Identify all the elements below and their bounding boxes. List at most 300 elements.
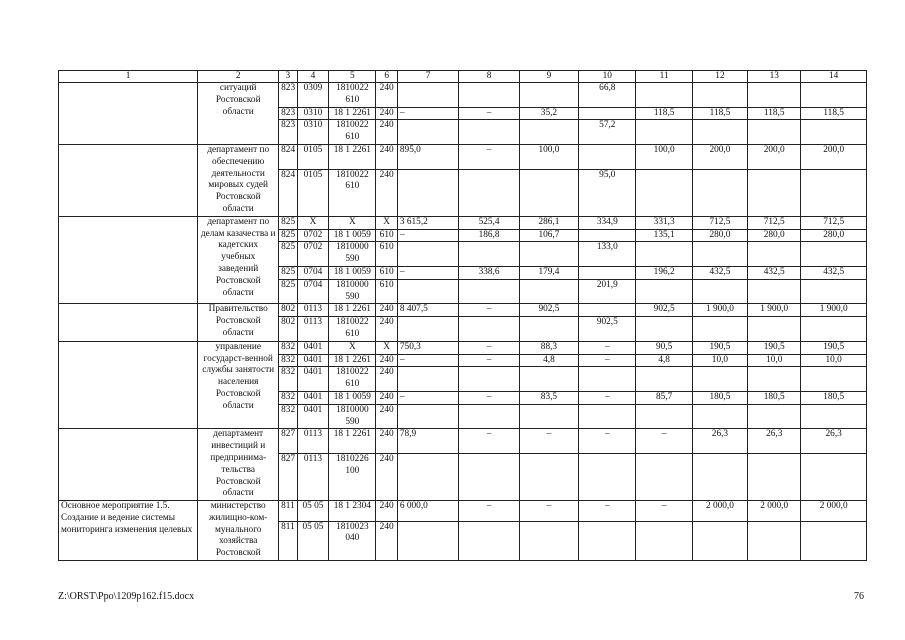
code-cell: 832 bbox=[279, 404, 297, 429]
value-cell bbox=[801, 169, 867, 216]
code-cell: 240 bbox=[376, 304, 398, 317]
value-cell: 135,1 bbox=[636, 229, 692, 242]
value-cell: 280,0 bbox=[692, 229, 747, 242]
target-article-code: 18 1 2261 bbox=[333, 144, 371, 155]
code-cell: 0113 bbox=[297, 429, 329, 454]
value-cell: 179,4 bbox=[519, 266, 578, 279]
value-cell bbox=[519, 521, 578, 560]
value-cell: 26,3 bbox=[801, 429, 867, 454]
column-header: 3 bbox=[279, 71, 297, 83]
value-cell: 200,0 bbox=[692, 144, 747, 169]
value-cell bbox=[636, 453, 692, 500]
value-cell bbox=[692, 453, 747, 500]
target-article-code: 1810022 610 bbox=[336, 83, 369, 105]
code-cell: 825 bbox=[279, 229, 297, 242]
value-cell bbox=[397, 169, 458, 216]
value-cell bbox=[519, 404, 578, 429]
executor-cell: министерство жилищно-ком-мунального хозяйства Ростовской bbox=[198, 501, 279, 561]
value-cell: 712,5 bbox=[692, 216, 747, 229]
value-cell: 200,0 bbox=[748, 144, 801, 169]
value-cell bbox=[692, 367, 747, 392]
value-cell: 35,2 bbox=[519, 107, 578, 120]
value-cell bbox=[579, 266, 636, 279]
code-cell: 832 bbox=[279, 391, 297, 404]
value-cell: 280,0 bbox=[801, 229, 867, 242]
code-cell: 240 bbox=[376, 144, 398, 169]
value-cell: – bbox=[397, 266, 458, 279]
value-cell bbox=[636, 83, 692, 108]
value-cell: 280,0 bbox=[748, 229, 801, 242]
executor-cell: Правительство Ростовской области bbox=[198, 304, 279, 341]
executor-cell: департамент по делам казачества и кадетских учебных заведений Ростовской области bbox=[198, 216, 279, 304]
value-cell bbox=[397, 317, 458, 342]
value-cell: 180,5 bbox=[748, 391, 801, 404]
value-cell: 750,3 bbox=[397, 341, 458, 354]
value-cell: 95,0 bbox=[579, 169, 636, 216]
value-cell: 286,1 bbox=[519, 216, 578, 229]
value-cell: – bbox=[459, 304, 519, 317]
column-header: 4 bbox=[297, 71, 329, 83]
code-cell: 240 bbox=[376, 354, 398, 367]
budget-table bbox=[58, 70, 867, 561]
code-cell bbox=[329, 266, 376, 279]
value-cell bbox=[579, 304, 636, 317]
target-article-code: 1810023 040 bbox=[336, 521, 369, 544]
value-cell: 6 000,0 bbox=[397, 501, 458, 522]
column-header: 5 bbox=[329, 71, 376, 83]
table-row bbox=[59, 144, 867, 169]
value-cell bbox=[748, 317, 801, 342]
value-cell: 180,5 bbox=[692, 391, 747, 404]
value-cell bbox=[748, 367, 801, 392]
code-cell bbox=[329, 304, 376, 317]
value-cell bbox=[397, 367, 458, 392]
value-cell bbox=[692, 242, 747, 267]
code-cell: 240 bbox=[376, 429, 398, 454]
value-cell: 1 900,0 bbox=[692, 304, 747, 317]
target-article-code: 18 1 0059 bbox=[333, 229, 371, 240]
header-row bbox=[59, 71, 867, 83]
value-cell bbox=[636, 120, 692, 145]
code-cell: 240 bbox=[376, 404, 398, 429]
value-cell: – bbox=[459, 429, 519, 454]
value-cell: 106,7 bbox=[519, 229, 578, 242]
value-cell: – bbox=[636, 429, 692, 454]
value-cell: 26,3 bbox=[748, 429, 801, 454]
value-cell bbox=[579, 404, 636, 429]
value-cell bbox=[579, 521, 636, 560]
value-cell bbox=[748, 83, 801, 108]
value-cell: 133,0 bbox=[579, 242, 636, 267]
target-article-code: 1810022 610 bbox=[336, 317, 369, 339]
code-cell: 0401 bbox=[297, 404, 329, 429]
value-cell: – bbox=[519, 501, 578, 522]
target-article-code: 1810022 610 bbox=[336, 367, 369, 390]
value-cell: 180,5 bbox=[801, 391, 867, 404]
code-cell: 0105 bbox=[297, 169, 329, 216]
value-cell bbox=[636, 279, 692, 304]
value-cell: 902,5 bbox=[579, 317, 636, 342]
code-cell: 240 bbox=[376, 501, 398, 522]
value-cell bbox=[636, 404, 692, 429]
value-cell: 895,0 bbox=[397, 144, 458, 169]
value-cell: 10,0 bbox=[801, 354, 867, 367]
column-header: 6 bbox=[376, 71, 398, 83]
target-article-code: Х bbox=[349, 216, 356, 227]
value-cell: 432,5 bbox=[748, 266, 801, 279]
table-row bbox=[59, 341, 867, 354]
value-cell bbox=[519, 453, 578, 500]
code-cell bbox=[329, 144, 376, 169]
column-header: 1 bbox=[59, 71, 198, 83]
value-cell: – bbox=[636, 501, 692, 522]
value-cell: – bbox=[459, 501, 519, 522]
code-cell: 240 bbox=[376, 107, 398, 120]
code-cell: 240 bbox=[376, 521, 398, 560]
value-cell bbox=[579, 229, 636, 242]
value-cell bbox=[459, 242, 519, 267]
value-cell bbox=[801, 521, 867, 560]
table-body bbox=[59, 71, 867, 561]
code-cell: 0310 bbox=[297, 107, 329, 120]
value-cell: 85,7 bbox=[636, 391, 692, 404]
value-cell bbox=[579, 144, 636, 169]
code-cell: 827 bbox=[279, 453, 297, 500]
value-cell: 190,5 bbox=[801, 341, 867, 354]
value-cell bbox=[459, 404, 519, 429]
value-cell: 8 407,5 bbox=[397, 304, 458, 317]
value-cell: 1 900,0 bbox=[801, 304, 867, 317]
table-row bbox=[59, 304, 867, 317]
measure-cell bbox=[59, 341, 198, 429]
code-cell: 811 bbox=[279, 521, 297, 560]
value-cell bbox=[579, 367, 636, 392]
table-row bbox=[59, 501, 867, 522]
value-cell: 2 000,0 bbox=[692, 501, 747, 522]
value-cell bbox=[748, 279, 801, 304]
column-header: 11 bbox=[636, 71, 692, 83]
target-article-code: 1810000 590 bbox=[336, 242, 369, 265]
value-cell: 57,2 bbox=[579, 120, 636, 145]
value-cell bbox=[748, 120, 801, 145]
code-cell: 824 bbox=[279, 169, 297, 216]
value-cell: – bbox=[397, 354, 458, 367]
code-cell: 0702 bbox=[297, 229, 329, 242]
value-cell bbox=[397, 521, 458, 560]
value-cell: 100,0 bbox=[519, 144, 578, 169]
value-cell: 338,6 bbox=[459, 266, 519, 279]
table-row bbox=[59, 429, 867, 454]
value-cell: 201,9 bbox=[579, 279, 636, 304]
value-cell: 190,5 bbox=[748, 341, 801, 354]
value-cell: – bbox=[459, 354, 519, 367]
target-article-code: 1810000 590 bbox=[336, 404, 369, 427]
value-cell bbox=[397, 242, 458, 267]
code-cell bbox=[329, 429, 376, 454]
code-cell bbox=[329, 279, 376, 304]
column-header: 7 bbox=[397, 71, 458, 83]
value-cell bbox=[636, 242, 692, 267]
value-cell: 902,5 bbox=[519, 304, 578, 317]
value-cell: – bbox=[519, 429, 578, 454]
target-article-code: 1810000 590 bbox=[336, 279, 369, 302]
value-cell bbox=[692, 404, 747, 429]
value-cell bbox=[459, 120, 519, 145]
code-cell: 610 bbox=[376, 279, 398, 304]
value-cell bbox=[519, 120, 578, 145]
value-cell bbox=[459, 521, 519, 560]
value-cell: 118,5 bbox=[801, 107, 867, 120]
value-cell: – bbox=[579, 429, 636, 454]
column-header: 13 bbox=[748, 71, 801, 83]
code-cell: 825 bbox=[279, 216, 297, 229]
value-cell: – bbox=[397, 229, 458, 242]
code-cell: 802 bbox=[279, 304, 297, 317]
column-header: 2 bbox=[198, 71, 279, 83]
value-cell bbox=[748, 404, 801, 429]
value-cell: 83,5 bbox=[519, 391, 578, 404]
value-cell: 118,5 bbox=[636, 107, 692, 120]
value-cell bbox=[636, 367, 692, 392]
code-cell: 0704 bbox=[297, 279, 329, 304]
code-cell: 825 bbox=[279, 279, 297, 304]
code-cell bbox=[329, 367, 376, 392]
value-cell bbox=[748, 521, 801, 560]
target-article-code: 18 1 2261 bbox=[333, 107, 371, 118]
value-cell bbox=[579, 453, 636, 500]
code-cell bbox=[329, 391, 376, 404]
code-cell: 832 bbox=[279, 341, 297, 354]
value-cell: 118,5 bbox=[748, 107, 801, 120]
code-cell bbox=[329, 169, 376, 216]
code-cell: 832 bbox=[279, 354, 297, 367]
value-cell bbox=[397, 83, 458, 108]
target-article-code: 18 1 2304 bbox=[333, 501, 371, 512]
value-cell bbox=[397, 404, 458, 429]
code-cell: 610 bbox=[376, 242, 398, 267]
target-article-code: 18 1 2261 bbox=[333, 429, 371, 440]
code-cell: 825 bbox=[279, 266, 297, 279]
table-row bbox=[59, 83, 867, 108]
code-cell: 240 bbox=[376, 83, 398, 108]
code-cell bbox=[329, 453, 376, 500]
code-cell: 825 bbox=[279, 242, 297, 267]
code-cell: 0113 bbox=[297, 304, 329, 317]
target-article-code: 18 1 0059 bbox=[333, 391, 371, 402]
page-number: 76 bbox=[854, 591, 864, 602]
value-cell: 200,0 bbox=[801, 144, 867, 169]
value-cell bbox=[692, 317, 747, 342]
value-cell bbox=[459, 169, 519, 216]
code-cell bbox=[329, 317, 376, 342]
value-cell bbox=[579, 107, 636, 120]
value-cell: 4,8 bbox=[636, 354, 692, 367]
code-cell: 824 bbox=[279, 144, 297, 169]
target-article-code: 18 1 2261 bbox=[333, 354, 371, 365]
value-cell bbox=[636, 317, 692, 342]
value-cell bbox=[692, 83, 747, 108]
target-article-code: 1810226 100 bbox=[336, 453, 369, 476]
code-cell bbox=[329, 229, 376, 242]
value-cell bbox=[748, 242, 801, 267]
value-cell: 90,5 bbox=[636, 341, 692, 354]
code-cell: 823 bbox=[279, 120, 297, 145]
code-cell bbox=[329, 501, 376, 522]
code-cell: 0401 bbox=[297, 391, 329, 404]
value-cell bbox=[801, 279, 867, 304]
value-cell: – bbox=[579, 341, 636, 354]
value-cell: 525,4 bbox=[459, 216, 519, 229]
code-cell: 832 bbox=[279, 367, 297, 392]
measure-cell: Основное мероприятие 1.5. Создание и ведение системы мониторинга изменения целевых bbox=[59, 501, 198, 561]
code-cell: 240 bbox=[376, 367, 398, 392]
value-cell bbox=[801, 404, 867, 429]
value-cell bbox=[459, 453, 519, 500]
value-cell: 432,5 bbox=[801, 266, 867, 279]
measure-cell bbox=[59, 429, 198, 501]
code-cell: 0702 bbox=[297, 242, 329, 267]
executor-cell: департамент по обеспечению деятельности мировых судей Ростовской области bbox=[198, 144, 279, 216]
code-cell: 240 bbox=[376, 317, 398, 342]
code-cell: 802 bbox=[279, 317, 297, 342]
code-cell: 0401 bbox=[297, 354, 329, 367]
code-cell: 0113 bbox=[297, 317, 329, 342]
column-header: 14 bbox=[801, 71, 867, 83]
code-cell: Х bbox=[297, 216, 329, 229]
code-cell: 240 bbox=[376, 391, 398, 404]
target-article-code: 1810022 610 bbox=[336, 169, 369, 192]
value-cell bbox=[397, 120, 458, 145]
value-cell bbox=[748, 453, 801, 500]
code-cell bbox=[329, 83, 376, 108]
code-cell bbox=[329, 341, 376, 354]
value-cell: 26,3 bbox=[692, 429, 747, 454]
value-cell bbox=[692, 120, 747, 145]
code-cell bbox=[329, 354, 376, 367]
value-cell: 712,5 bbox=[748, 216, 801, 229]
value-cell bbox=[801, 120, 867, 145]
value-cell bbox=[459, 367, 519, 392]
value-cell bbox=[692, 169, 747, 216]
value-cell: – bbox=[459, 107, 519, 120]
value-cell: – bbox=[579, 501, 636, 522]
column-header: 10 bbox=[579, 71, 636, 83]
executor-cell: управление государст-венной службы занятости населения Ростовской области bbox=[198, 341, 279, 429]
value-cell bbox=[801, 83, 867, 108]
value-cell bbox=[519, 317, 578, 342]
value-cell: 10,0 bbox=[692, 354, 747, 367]
code-cell: 823 bbox=[279, 83, 297, 108]
code-cell: 610 bbox=[376, 229, 398, 242]
code-cell: 240 bbox=[376, 120, 398, 145]
code-cell: 05 05 bbox=[297, 501, 329, 522]
value-cell: – bbox=[459, 341, 519, 354]
value-cell: 4,8 bbox=[519, 354, 578, 367]
code-cell: Х bbox=[376, 341, 398, 354]
target-article-code: Х bbox=[349, 341, 356, 352]
measure-cell bbox=[59, 216, 198, 304]
value-cell: 186,8 bbox=[459, 229, 519, 242]
value-cell bbox=[636, 169, 692, 216]
value-cell: – bbox=[397, 107, 458, 120]
value-cell: 3 615,2 bbox=[397, 216, 458, 229]
code-cell: 0310 bbox=[297, 120, 329, 145]
code-cell bbox=[329, 521, 376, 560]
value-cell bbox=[397, 453, 458, 500]
value-cell: 432,5 bbox=[692, 266, 747, 279]
value-cell: 331,3 bbox=[636, 216, 692, 229]
value-cell: – bbox=[579, 354, 636, 367]
value-cell bbox=[801, 317, 867, 342]
value-cell bbox=[459, 279, 519, 304]
measure-cell bbox=[59, 83, 198, 145]
code-cell: 240 bbox=[376, 453, 398, 500]
target-article-code: 18 1 2261 bbox=[333, 304, 371, 315]
value-cell bbox=[519, 279, 578, 304]
target-article-code: 1810022 610 bbox=[336, 120, 369, 143]
value-cell bbox=[519, 169, 578, 216]
value-cell: 2 000,0 bbox=[801, 501, 867, 522]
code-cell: 0113 bbox=[297, 453, 329, 500]
code-cell: 0401 bbox=[297, 367, 329, 392]
table-row bbox=[59, 216, 867, 229]
code-cell bbox=[329, 120, 376, 145]
value-cell bbox=[692, 521, 747, 560]
code-cell: 0105 bbox=[297, 144, 329, 169]
value-cell: 334,9 bbox=[579, 216, 636, 229]
value-cell bbox=[801, 367, 867, 392]
value-cell bbox=[636, 521, 692, 560]
code-cell: 610 bbox=[376, 266, 398, 279]
value-cell: – bbox=[459, 144, 519, 169]
value-cell: 100,0 bbox=[636, 144, 692, 169]
value-cell: 712,5 bbox=[801, 216, 867, 229]
value-cell bbox=[801, 453, 867, 500]
code-cell: 240 bbox=[376, 169, 398, 216]
value-cell bbox=[459, 83, 519, 108]
target-article-code: 18 1 0059 bbox=[333, 266, 371, 277]
code-cell: 0401 bbox=[297, 341, 329, 354]
code-cell: 823 bbox=[279, 107, 297, 120]
value-cell bbox=[459, 317, 519, 342]
value-cell bbox=[801, 242, 867, 267]
code-cell: 0309 bbox=[297, 83, 329, 108]
code-cell: 0704 bbox=[297, 266, 329, 279]
value-cell: 196,2 bbox=[636, 266, 692, 279]
value-cell: 902,5 bbox=[636, 304, 692, 317]
value-cell bbox=[519, 242, 578, 267]
code-cell: 05 05 bbox=[297, 521, 329, 560]
column-header: 8 bbox=[459, 71, 519, 83]
value-cell bbox=[519, 83, 578, 108]
code-cell bbox=[329, 242, 376, 267]
value-cell: – bbox=[579, 391, 636, 404]
value-cell bbox=[692, 279, 747, 304]
executor-cell: департамент инвестиций и предпринима-тельства Ростовской области bbox=[198, 429, 279, 501]
value-cell: 10,0 bbox=[748, 354, 801, 367]
code-cell bbox=[329, 216, 376, 229]
code-cell bbox=[329, 404, 376, 429]
value-cell: 2 000,0 bbox=[748, 501, 801, 522]
value-cell bbox=[748, 169, 801, 216]
value-cell: – bbox=[397, 391, 458, 404]
code-cell: Х bbox=[376, 216, 398, 229]
code-cell: 827 bbox=[279, 429, 297, 454]
measure-cell bbox=[59, 304, 198, 341]
measure-cell bbox=[59, 144, 198, 216]
file-path: Z:\ORST\Ppo\1209p162.f15.docx bbox=[58, 591, 195, 602]
value-cell: 78,9 bbox=[397, 429, 458, 454]
